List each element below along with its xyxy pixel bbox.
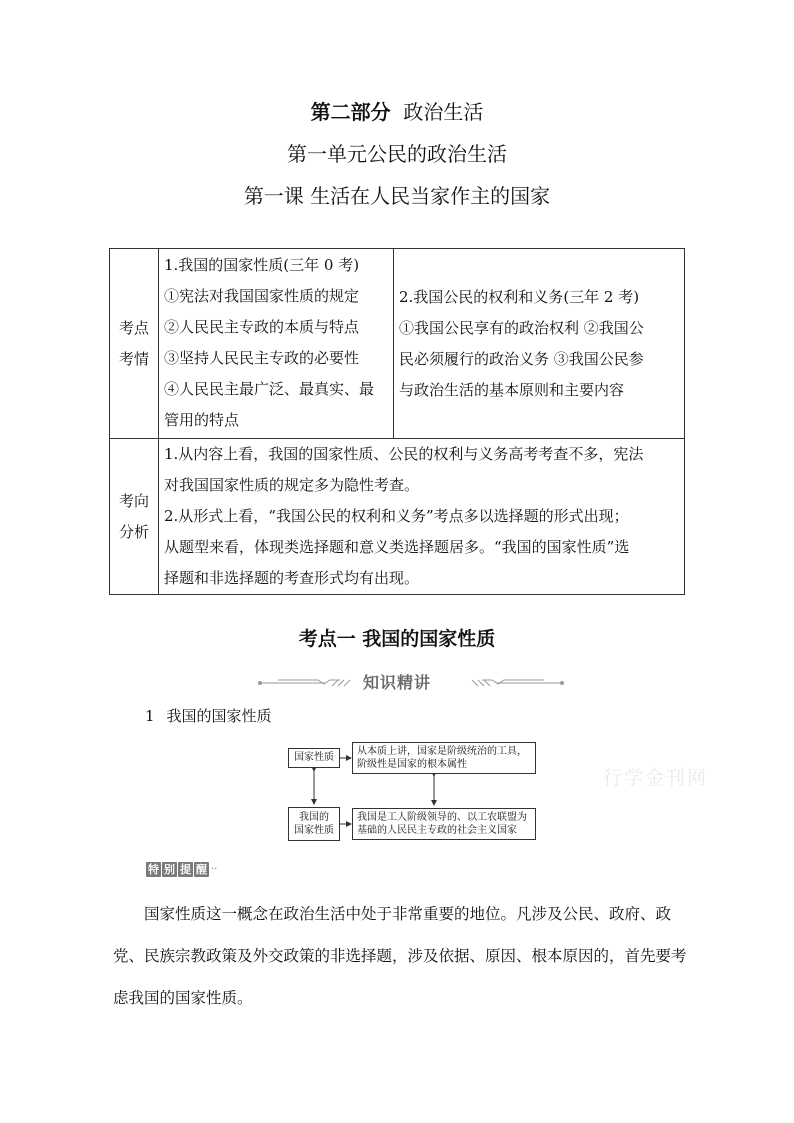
- sub-item-number: 1: [145, 707, 155, 725]
- row-label-kaoxiang: 考向 分析: [110, 439, 159, 595]
- watermark: 行学金刊网: [603, 767, 709, 789]
- lesson-title: 第一课 生活在人民当家作主的国家: [243, 184, 551, 208]
- reminder-paragraph: 国家性质这一概念在政治生活中处于非常重要的地位。凡涉及公民、政府、政党、民族宗教政策及外交政策的非选择题，涉及依据、原因、根本原因的，首先要考虑我国的国家性质。: [113, 905, 687, 1007]
- analysis-cell: 1.从内容上看，我国的国家性质、公民的权利与义务高考考查不多，宪法 对我国国家性质的规定多为隐性考查。 2.从形式上看，“我国公民的权利和义务”考点多以选择题的形式出现； 从题型来看，体现类选择题和意义类选择题居多。“我国的国家性质”选 择题和非选择题的考查形式均有出现。: [159, 439, 685, 595]
- banner-title: 知识精讲: [362, 673, 431, 692]
- unit-title: 第一单元公民的政治生活: [287, 142, 507, 166]
- topic-2-cell: 2.我国公民的权利和义务(三年 2 考) ①我国公民享有的政治权利 ②我国公 民必须履行的政治义务 ③我国公民参 与政治生活的基本原则和主要内容: [394, 249, 685, 439]
- table-row: [110, 439, 685, 595]
- sub-item-text: 我国的国家性质: [166, 707, 272, 725]
- badge-dots: ··: [211, 864, 218, 875]
- diagram-box-our-state-nature: 我国的 国家性质: [288, 807, 340, 841]
- part-title: [0, 96, 794, 125]
- table-row: [110, 249, 685, 439]
- row-label-kaodian: 考点 考情: [110, 249, 159, 439]
- part-title-name: 政治生活: [403, 100, 484, 124]
- exam-info-table: [109, 248, 685, 595]
- diagram-box-state-nature: 国家性质: [288, 748, 340, 768]
- topic-1-cell: 1.我国的国家性质(三年 0 考) ①宪法对我国国家性质的规定 ②人民民主专政的本质与特点 ③坚持人民民主专政的必要性 ④人民民主最广泛、最真实、最 管用的特点: [159, 249, 394, 439]
- sub-item: [145, 705, 272, 726]
- concept-diagram: [286, 742, 540, 844]
- part-title-number: 第二部分: [310, 100, 391, 124]
- special-reminder-badge: 特 别 提 醒 ··: [148, 863, 218, 876]
- diagram-box-our-state-definition: 我国是工人阶级领导的、以工农联盟为基础的人民民主专政的社会主义国家: [352, 808, 536, 840]
- diagram-box-essence: 从本质上讲，国家是阶级统治的工具，阶级性是国家的根本属性: [352, 742, 536, 774]
- section-heading: 考点一 我国的国家性质: [298, 628, 496, 650]
